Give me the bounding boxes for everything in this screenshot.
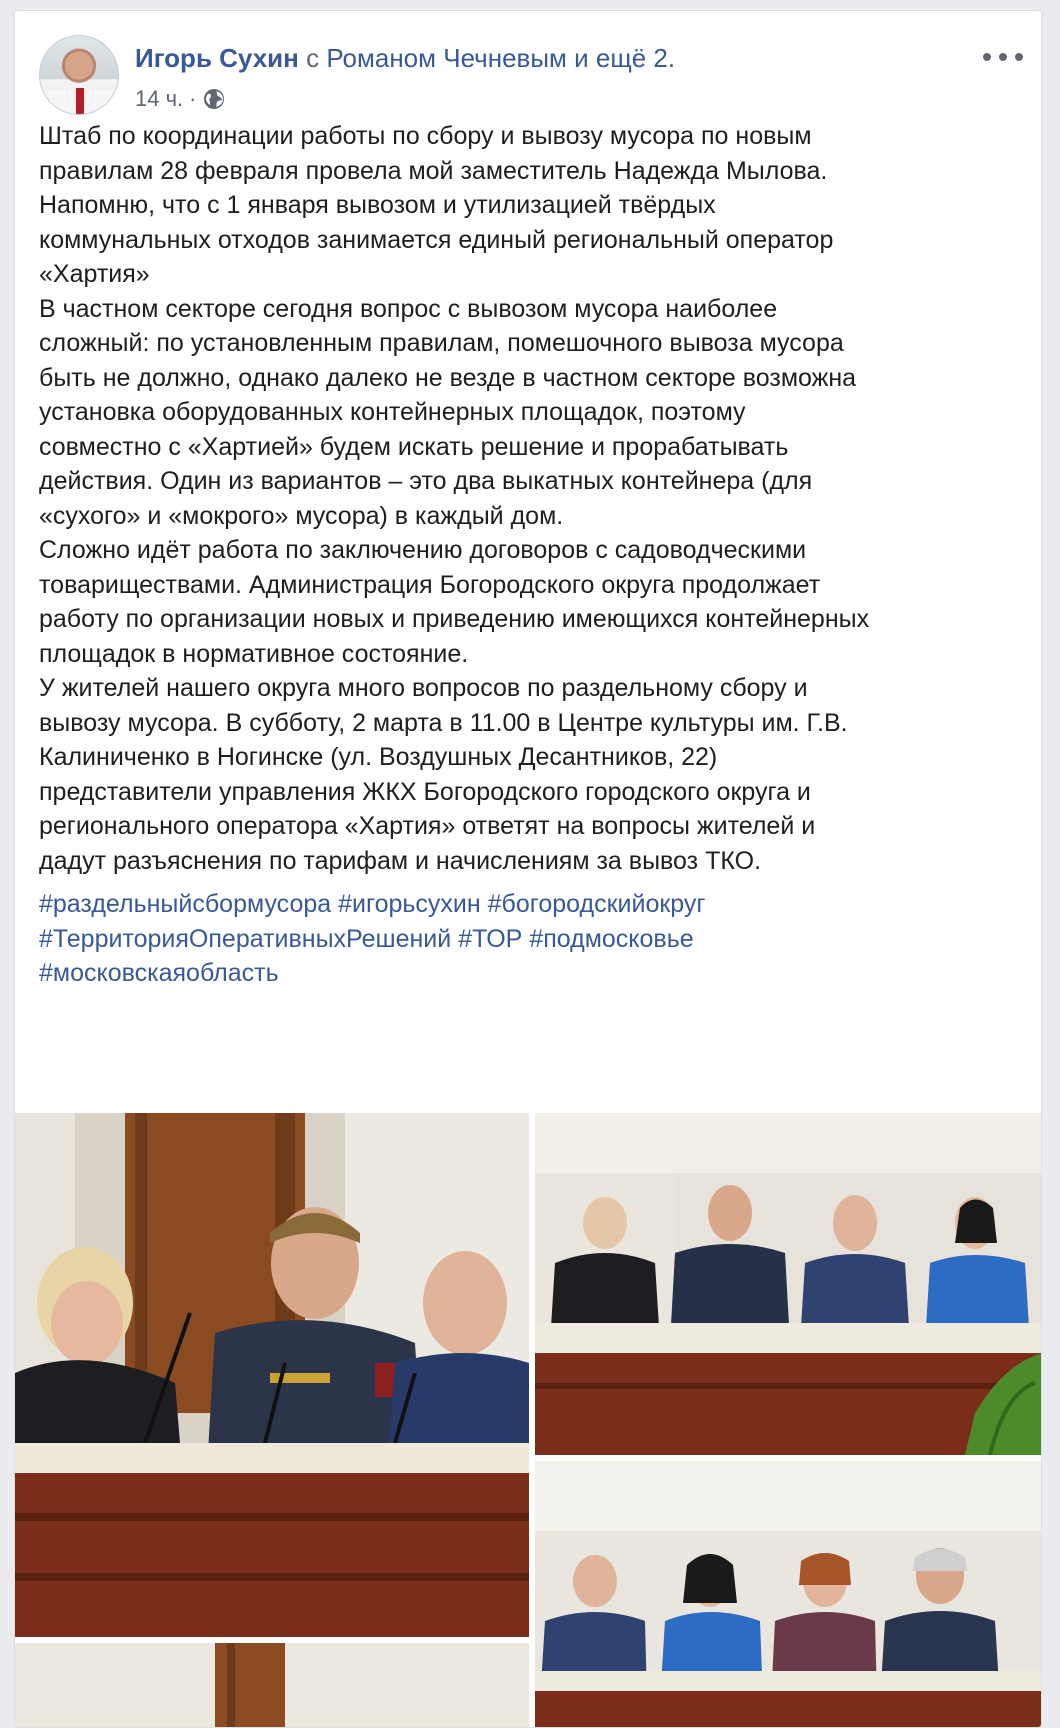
tagged-people-link[interactable]: Романом Чечневым и ещё 2. bbox=[326, 43, 676, 73]
photo-meeting-2[interactable] bbox=[535, 1113, 1042, 1455]
photo-meeting-4[interactable] bbox=[15, 1643, 529, 1728]
post-text-line: товариществами. Администрация Богородского округа продолжает bbox=[39, 570, 821, 599]
hashtag-row bbox=[39, 887, 1029, 922]
hashtag-row bbox=[39, 956, 1029, 991]
photo-meeting-3[interactable] bbox=[535, 1461, 1042, 1728]
post-text-line: Сложно идёт работа по заключению договоров с садоводческими bbox=[39, 536, 807, 564]
post-text-line: «сухого» и «мокрого» мусора) в каждый дом. bbox=[39, 501, 564, 530]
post-text-line: Напомню, что с 1 января вывозом и утилизацией твёрдых bbox=[39, 191, 716, 219]
hashtag-link[interactable]: #подмосковье bbox=[529, 924, 694, 953]
more-options-button[interactable] bbox=[983, 45, 1023, 69]
hashtag-link[interactable]: #игорьсухин bbox=[338, 890, 481, 918]
post-header bbox=[15, 11, 1041, 121]
post-card bbox=[14, 10, 1042, 1728]
hashtag-link[interactable]: #раздельныйсбормусора bbox=[39, 890, 332, 918]
post-text-line: Калиниченко в Ногинске (ул. Воздушных Десантников, 22) bbox=[39, 743, 718, 771]
photo-meeting-1[interactable] bbox=[15, 1113, 529, 1637]
post-text-line: Штаб по координации работы по сбору и вывозу мусора по новым bbox=[39, 122, 812, 150]
post-text-line: дадут разъяснения по тарифам и начислениям за вывоз ТКО. bbox=[39, 846, 762, 875]
post-text-line: действия. Один из вариантов – это два выкатных контейнера (для bbox=[39, 467, 813, 495]
post-text-line: установка оборудованных контейнерных площадок, поэтому bbox=[39, 398, 746, 426]
author-line bbox=[135, 41, 675, 75]
hashtag-link[interactable]: #богородскийокруг bbox=[487, 890, 706, 918]
post-text-line: «Хартия» bbox=[39, 260, 150, 288]
post-text-line: сложный: по установленным правилам, помешочного вывоза мусора bbox=[39, 329, 844, 357]
post-text-line: вывозу мусора. В субботу, 2 марта в 11.00 в Центре культуры им. Г.В. bbox=[39, 708, 848, 737]
hashtag-row bbox=[39, 922, 1029, 957]
post-text-line: площадок в нормативное состояние. bbox=[39, 639, 469, 668]
with-prefix: с bbox=[306, 43, 320, 73]
hashtag-link[interactable]: #ТОР bbox=[458, 924, 523, 953]
hashtags bbox=[39, 887, 1029, 991]
post-text-line: У жителей нашего округа много вопросов по раздельному сбору и bbox=[39, 674, 808, 702]
post-text bbox=[39, 119, 1029, 878]
hashtag-link[interactable]: #московскаяобласть bbox=[39, 959, 279, 987]
post-text-line: работу по организации новых и приведению имеющихся контейнерных bbox=[39, 605, 870, 633]
globe-icon[interactable] bbox=[203, 88, 225, 110]
more-options-icon bbox=[983, 53, 991, 61]
post-text-line: представители управления ЖКХ Богородского городского округа и bbox=[39, 777, 811, 806]
post-text-line: коммунальных отходов занимается единый региональный оператор bbox=[39, 225, 834, 254]
post-text-line: совместно с «Хартией» будем искать решение и прорабатывать bbox=[39, 432, 789, 461]
meta-separator: · bbox=[189, 86, 197, 111]
post-text-line: регионального оператора «Хартия» ответят на вопросы жителей и bbox=[39, 812, 816, 840]
post-text-line: правилам 28 февраля провела мой заместитель Надежда Мылова. bbox=[39, 156, 828, 185]
hashtag-link[interactable]: #ТерриторияОперативныхРешений bbox=[39, 924, 452, 953]
post-timestamp[interactable]: 14 ч. bbox=[135, 86, 184, 111]
author-avatar[interactable] bbox=[39, 35, 119, 115]
author-name-link[interactable]: Игорь Сухин bbox=[135, 43, 299, 73]
post-meta bbox=[135, 85, 225, 113]
post-text-line: быть не должно, однако далеко не везде в частном секторе возможна bbox=[39, 363, 857, 392]
post-text-line: В частном секторе сегодня вопрос с вывозом мусора наиболее bbox=[39, 294, 778, 323]
